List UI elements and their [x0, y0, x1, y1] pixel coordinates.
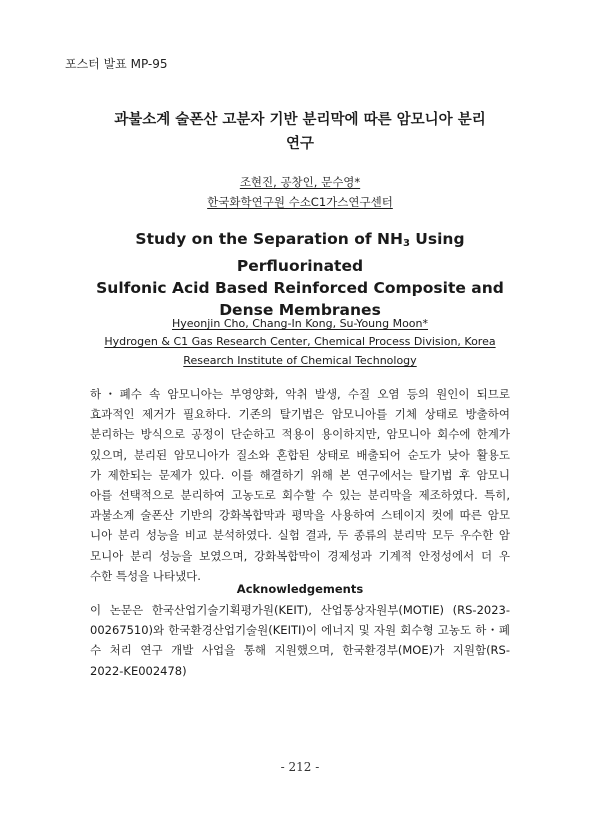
abstract-line: 니아 분리 성능을 비교 분석하였다. 실험 결과, 두 종류의 분리막 모두 우수한 암: [90, 528, 510, 543]
korean-affiliation: [0, 192, 600, 212]
abstract-line: 분리하는 방식으로 공정이 단순하고 적용이 용이하지만, 암모니아 회수에 한계가: [90, 427, 510, 442]
english-title-subscript: 3: [402, 238, 410, 249]
abstract-body: [90, 384, 510, 586]
abstract-line: 하・폐수 속 암모니아는 부영양화, 악취 발생, 수질 오염 등의 원인이 되므로: [90, 387, 510, 401]
english-affiliation-line: Research Institute of Chemical Technology: [183, 354, 417, 367]
english-affiliation: [0, 332, 600, 370]
korean-affiliation-text: 한국화학연구원 수소C1가스연구센터: [207, 195, 393, 209]
acknowledgements-heading: Acknowledgements: [236, 582, 364, 596]
abstract-line: 효과적인 제거가 필요하다. 기존의 탈기법은 암모니아를 기체 상태로 방출하여: [90, 407, 510, 422]
korean-title-line: 과불소계 술폰산 고분자 기반 분리막에 따른 암모니아 분리: [114, 112, 486, 128]
abstract-line: 수한 특성을 나타냈다.: [90, 568, 201, 583]
acknowledgements-line: 수 처리 연구 개발 사업을 통해 지원했으며, 한국환경부(MOE)가 지원함(RS-: [90, 643, 510, 658]
abstract-line: 모니아 분리 성능을 보였으며, 강화복합막이 경제성과 기계적 안정성에서 더 우: [90, 548, 510, 563]
korean-authors: [0, 172, 600, 192]
english-authors: [0, 314, 600, 333]
korean-author-list: 조현진, 공창인, 문수영*: [239, 175, 361, 189]
acknowledgements-line: 00267510)와 한국환경산업기술원(KEITI)이 에너지 및 자원 회수형 고농도 하・폐: [90, 623, 510, 638]
acknowledgements-line: 이 논문은 한국산업기술기획평가원(KEIT), 산업통상자원부(MOTIE) (RS-2023-: [90, 603, 510, 617]
acknowledgements-body: [90, 600, 510, 681]
acknowledgements-line: 2022-KE002478): [90, 663, 187, 678]
poster-id: 포스터 발표 MP-95: [65, 57, 168, 71]
korean-title: [60, 108, 540, 156]
abstract-line: 과불소계 술폰산 기반의 강화복합막과 평막을 사용하여 스테이지 컷에 따른 암모: [90, 508, 510, 523]
abstract-line: 아를 선택적으로 분리하여 고농도로 회수할 수 있는 분리막을 제조하였다. 특히,: [90, 488, 510, 503]
abstract-line: 가 제한되는 문제가 있다. 이를 해결하기 위해 본 연구에서는 탈기법 후 암모니: [90, 467, 510, 482]
english-author-list: Hyeonjin Cho, Chang-In Kong, Su-Young Moon*: [171, 317, 429, 330]
english-title-line: [70, 228, 530, 277]
english-affiliation-line: Hydrogen & C1 Gas Research Center, Chemical Process Division, Korea: [104, 335, 496, 348]
english-title-post: Using Perfluorinated: [236, 230, 465, 275]
english-title-line: Sulfonic Acid Based Reinforced Composite and: [96, 279, 504, 297]
english-title-line: Dense Membranes: [219, 301, 381, 319]
page-number: - 212 -: [280, 760, 320, 774]
korean-title-line: 연구: [285, 136, 314, 152]
english-title: [70, 228, 530, 321]
english-title-pre: Study on the Separation of NH: [135, 230, 403, 248]
abstract-line: 있으며, 분리된 암모니아가 질소와 혼합된 상태로 배출되어 순도가 낮아 활용도: [90, 447, 510, 462]
